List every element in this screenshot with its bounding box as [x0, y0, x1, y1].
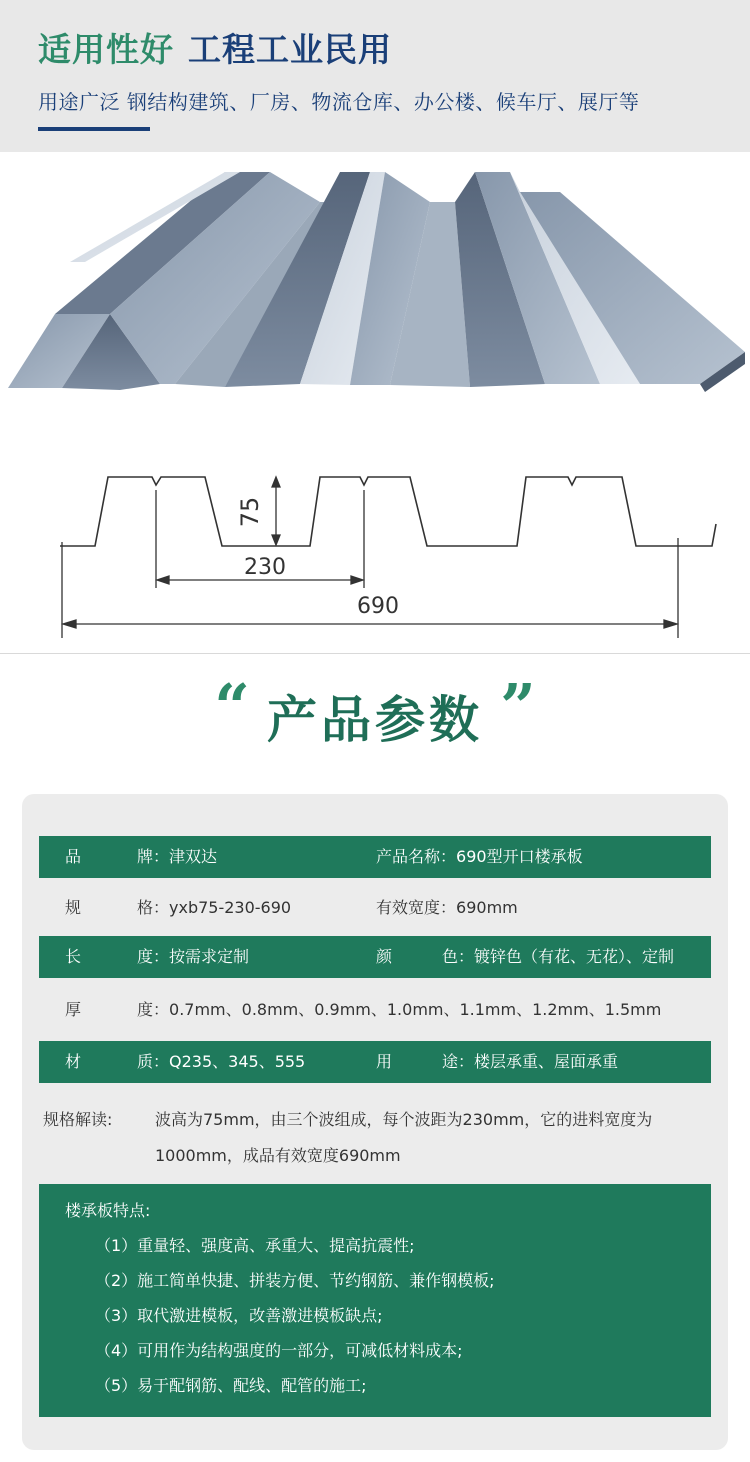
length-cell: 长度：按需求定制: [65, 936, 249, 978]
color-cell: 颜色：镀锌色（有花、无花）、定制: [376, 936, 674, 978]
params-row-spec: [39, 887, 711, 929]
spec-label: 规格: [65, 898, 153, 917]
explain-text: 波高为75mm，由三个波组成，每个波距为230mm，它的进料宽度为1000mm，成品有效宽度690mm: [155, 1110, 653, 1165]
brand-value: 津双达: [169, 847, 218, 866]
header-underline: [38, 127, 150, 131]
name-label: 产品名称: [376, 847, 441, 866]
thickness-cell: 厚度：0.7mm、0.8mm、0.9mm、1.0mm、1.1mm、1.2mm、1.5mm: [65, 989, 661, 1031]
features-list: [95, 1228, 495, 1403]
color-value: 镀锌色（有花、无花）、定制: [474, 947, 675, 966]
cross-section-drawing: [0, 450, 750, 650]
params-row-brand: [39, 836, 711, 878]
header-title-green: 适用性好: [38, 30, 174, 69]
name-value: 690型开口楼承板: [456, 847, 583, 866]
use-cell: 用途：楼层承重、屋面承重: [376, 1041, 618, 1083]
width-label-param: 有效宽度: [376, 898, 441, 917]
spec-cell: 规格：yxb75-230-690: [65, 887, 291, 929]
use-value: 楼层承重、屋面承重: [474, 1052, 619, 1071]
section-title-text: 产品参数: [267, 691, 483, 749]
product-image: [0, 152, 750, 450]
feature-item: （4）可用作为结构强度的一部分，可减低材料成本;: [95, 1341, 463, 1360]
length-value: 按需求定制: [169, 947, 250, 966]
profile-diagram: [0, 450, 750, 650]
explain-label: 规格解读:: [43, 1110, 113, 1129]
thickness-value: 0.7mm、0.8mm、0.9mm、1.0mm、1.1mm、1.2mm、1.5mm: [169, 1000, 662, 1019]
pitch-label: 230: [244, 555, 286, 580]
width-cell: 有效宽度：690mm: [376, 898, 518, 917]
use-label: 用途: [376, 1052, 458, 1071]
feature-item: （2）施工简单快捷、拼装方便、节约钢筋、兼作钢模板;: [95, 1271, 495, 1290]
floor-deck-illustration: [0, 152, 750, 450]
params-row-thickness: [39, 989, 711, 1031]
section-title: [0, 670, 750, 758]
header-subtitle: 用途广泛 钢结构建筑、厂房、物流仓库、办公楼、候车厅、展厅等: [38, 90, 640, 114]
features-title: 楼承板特点:: [65, 1201, 151, 1220]
feature-item: （1）重量轻、强度高、承重大、提高抗震性;: [95, 1236, 415, 1255]
params-row-material: [39, 1041, 711, 1083]
material-cell: 材质：Q235、345、555: [65, 1041, 305, 1083]
feature-item: （3）取代激进模板，改善激进模板缺点;: [95, 1306, 383, 1325]
section-divider: [0, 653, 750, 654]
header-title-navy: 工程工业民用: [188, 30, 392, 69]
thickness-label: 厚度: [65, 1000, 153, 1019]
name-cell: 产品名称：690型开口楼承板: [376, 847, 583, 866]
close-quote: ”: [500, 670, 536, 743]
width-value: 690mm: [456, 898, 518, 917]
header-banner: [0, 0, 750, 152]
color-label: 颜色: [376, 947, 458, 966]
width-label: 690: [357, 594, 399, 619]
spec-value: yxb75-230-690: [169, 898, 292, 917]
material-label: 材质: [65, 1052, 153, 1071]
features-box: [39, 1184, 711, 1417]
header-title: [38, 24, 392, 71]
open-quote: “: [214, 670, 250, 743]
length-label: 长度: [65, 947, 153, 966]
feature-item: （5）易于配钢筋、配线、配管的施工;: [95, 1376, 367, 1395]
params-row-length: [39, 936, 711, 978]
brand-label: 品牌: [65, 847, 153, 866]
height-label: 75: [236, 496, 264, 528]
brand-cell: 品牌：津双达: [65, 836, 217, 878]
material-value: Q235、345、555: [169, 1052, 306, 1071]
